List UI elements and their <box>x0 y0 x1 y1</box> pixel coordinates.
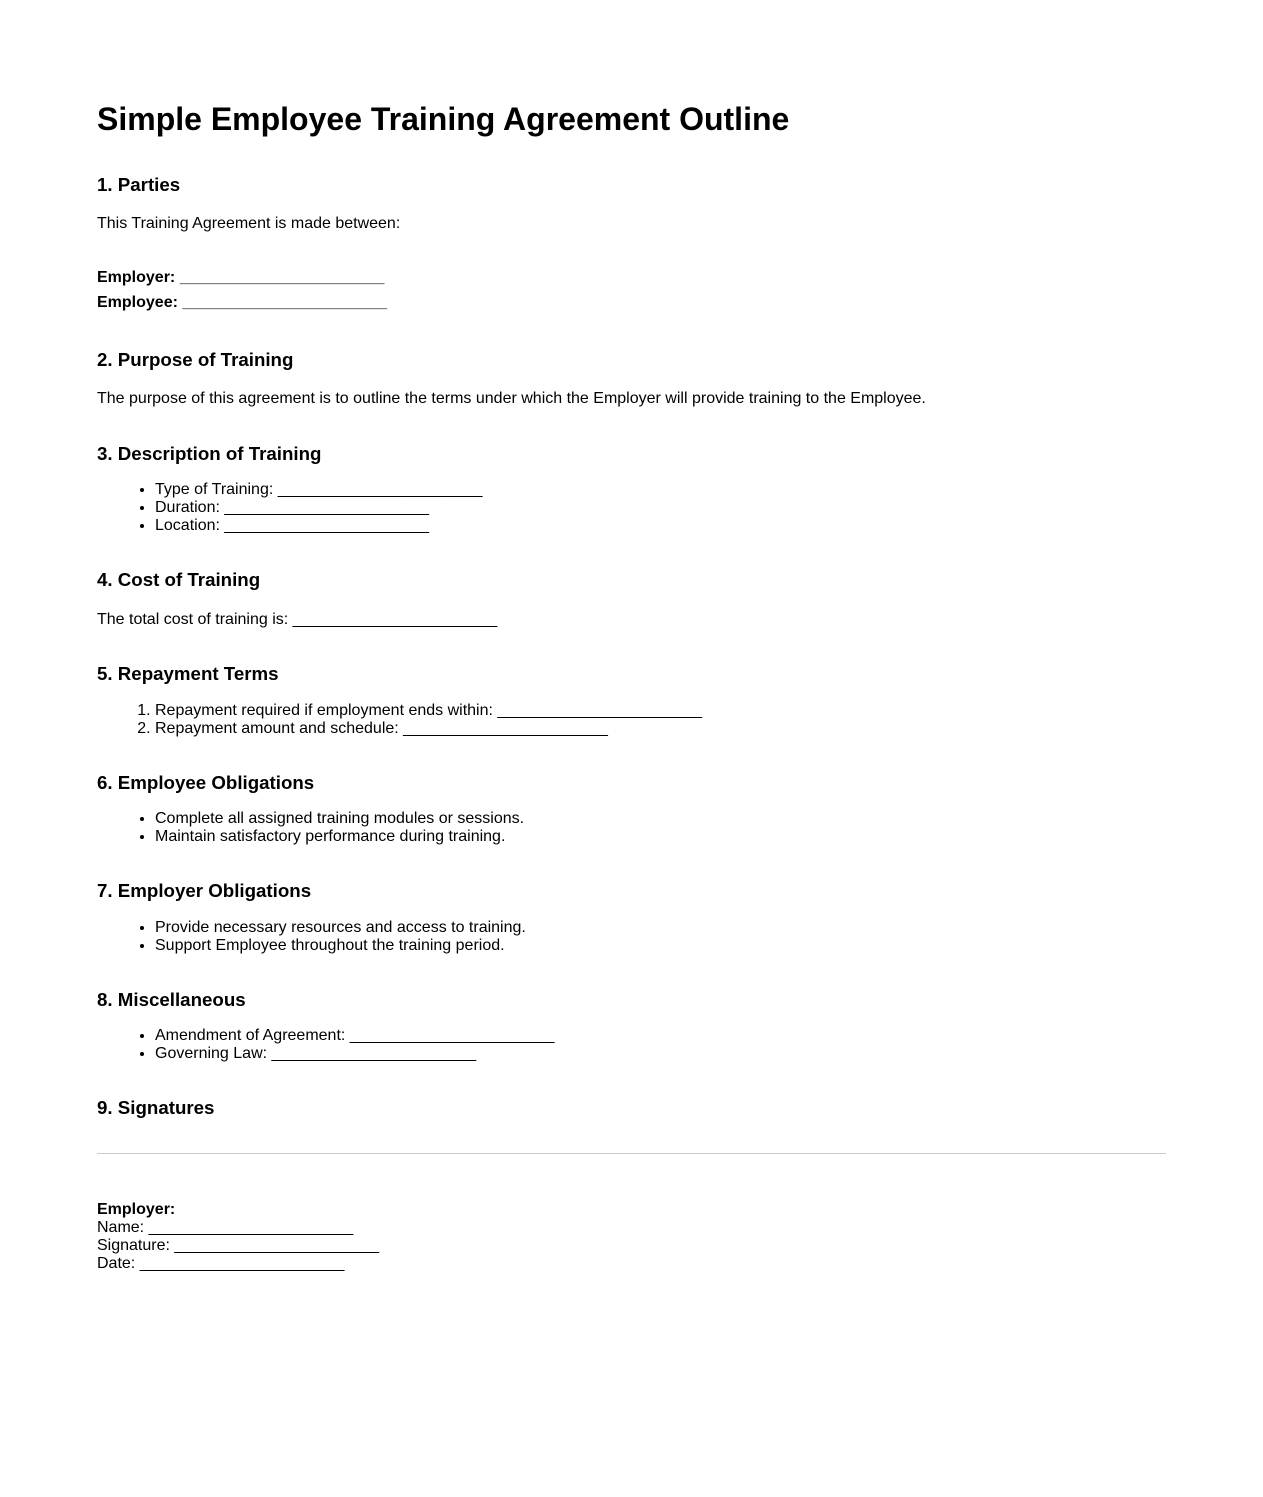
name-blank[interactable]: _______________________ <box>148 1218 354 1236</box>
signature-date-line <box>97 1255 1166 1273</box>
document <box>97 97 1166 1273</box>
date-blank[interactable]: _______________________ <box>139 1254 345 1272</box>
employer-blank[interactable]: _______________________ <box>179 268 385 286</box>
section-heading-cost: 4. Cost of Training <box>97 569 261 591</box>
section-employer-obligations <box>97 880 1166 955</box>
section-parties <box>97 174 1166 315</box>
date-label: Date: <box>97 1254 136 1272</box>
type-of-training-blank[interactable]: _______________________ <box>277 481 483 499</box>
duration-blank[interactable]: _______________________ <box>224 499 430 517</box>
governing-law-blank[interactable]: _______________________ <box>271 1045 477 1063</box>
section-description <box>97 443 1166 536</box>
list-item-location <box>155 517 1166 535</box>
employer-line <box>97 265 1166 290</box>
section-heading-employer-obligations: 7. Employer Obligations <box>97 880 312 902</box>
list-item: • Complete all assigned training modules or sessions. <box>155 810 1166 828</box>
signature-name-line <box>97 1219 1166 1237</box>
signature-label: Signature: <box>97 1236 170 1254</box>
employee-label: Employee: <box>97 293 178 311</box>
list-item-amendment <box>155 1027 1166 1045</box>
name-label: Name: <box>97 1218 145 1236</box>
employee-blank[interactable]: _______________________ <box>182 293 388 311</box>
list-item-type-of-training <box>155 481 1166 499</box>
list-item-duration <box>155 499 1166 517</box>
section-heading-repayment: 5. Repayment Terms <box>97 663 279 685</box>
section-repayment <box>97 663 1166 738</box>
cost-line <box>97 611 1166 629</box>
list-item-repayment-schedule <box>155 720 1166 738</box>
signature-blank[interactable]: _______________________ <box>174 1236 380 1254</box>
section-cost <box>97 569 1166 629</box>
divider <box>97 1153 1166 1154</box>
section-heading-signatures: 9. Signatures <box>97 1097 215 1119</box>
list-item-label: Repayment required if employment ends within: <box>155 701 493 719</box>
page-title: Simple Employee Training Agreement Outline <box>97 101 790 137</box>
signature-employer-label: Employer: <box>97 1200 176 1218</box>
party-lines <box>97 265 1166 315</box>
employer-obligations-list <box>97 919 1166 955</box>
section-heading-description: 3. Description of Training <box>97 442 322 464</box>
list-item-label: Duration: <box>155 499 220 517</box>
list-item-governing-law <box>155 1045 1166 1063</box>
section-heading-miscellaneous: 8. Miscellaneous <box>97 988 246 1010</box>
list-item: • Provide necessary resources and access to training. <box>155 919 1166 937</box>
section-heading-employee-obligations: 6. Employee Obligations <box>97 771 315 793</box>
list-item-repayment-period <box>155 702 1166 720</box>
section-heading-purpose: 2. Purpose of Training <box>97 348 294 370</box>
section-miscellaneous <box>97 989 1166 1064</box>
list-item: • Support Employee throughout the training period. <box>155 937 1166 955</box>
employee-line <box>97 290 1166 315</box>
cost-text: The total cost of training is: <box>97 610 289 628</box>
section-purpose <box>97 349 1166 409</box>
list-item: • Maintain satisfactory performance during training. <box>155 828 1166 846</box>
signature-signature-line <box>97 1237 1166 1255</box>
section-employee-obligations <box>97 772 1166 847</box>
repayment-period-blank[interactable]: _______________________ <box>497 701 703 719</box>
section-heading-parties: 1. Parties <box>97 173 181 195</box>
employer-label: Employer: <box>97 268 176 286</box>
employer-signature-block <box>97 1201 1166 1273</box>
description-list <box>97 481 1166 535</box>
miscellaneous-list <box>97 1027 1166 1063</box>
location-blank[interactable]: _______________________ <box>224 517 430 535</box>
purpose-text: The purpose of this agreement is to outline the terms under which the Employer will provide training to the Employee. <box>97 390 926 408</box>
repayment-list <box>97 702 1166 738</box>
amendment-blank[interactable]: _______________________ <box>349 1027 555 1045</box>
section-signatures <box>97 1097 1166 1119</box>
list-item-label: Type of Training: <box>155 481 274 499</box>
parties-intro: This Training Agreement is made between: <box>97 215 401 233</box>
cost-blank[interactable]: _______________________ <box>292 610 498 628</box>
list-item-label: Amendment of Agreement: <box>155 1027 346 1045</box>
employee-obligations-list <box>97 810 1166 846</box>
list-item-label: Repayment amount and schedule: <box>155 719 399 737</box>
list-item-label: Governing Law: <box>155 1045 268 1063</box>
list-item-label: Location: <box>155 517 220 535</box>
repayment-schedule-blank[interactable]: _______________________ <box>403 719 608 737</box>
